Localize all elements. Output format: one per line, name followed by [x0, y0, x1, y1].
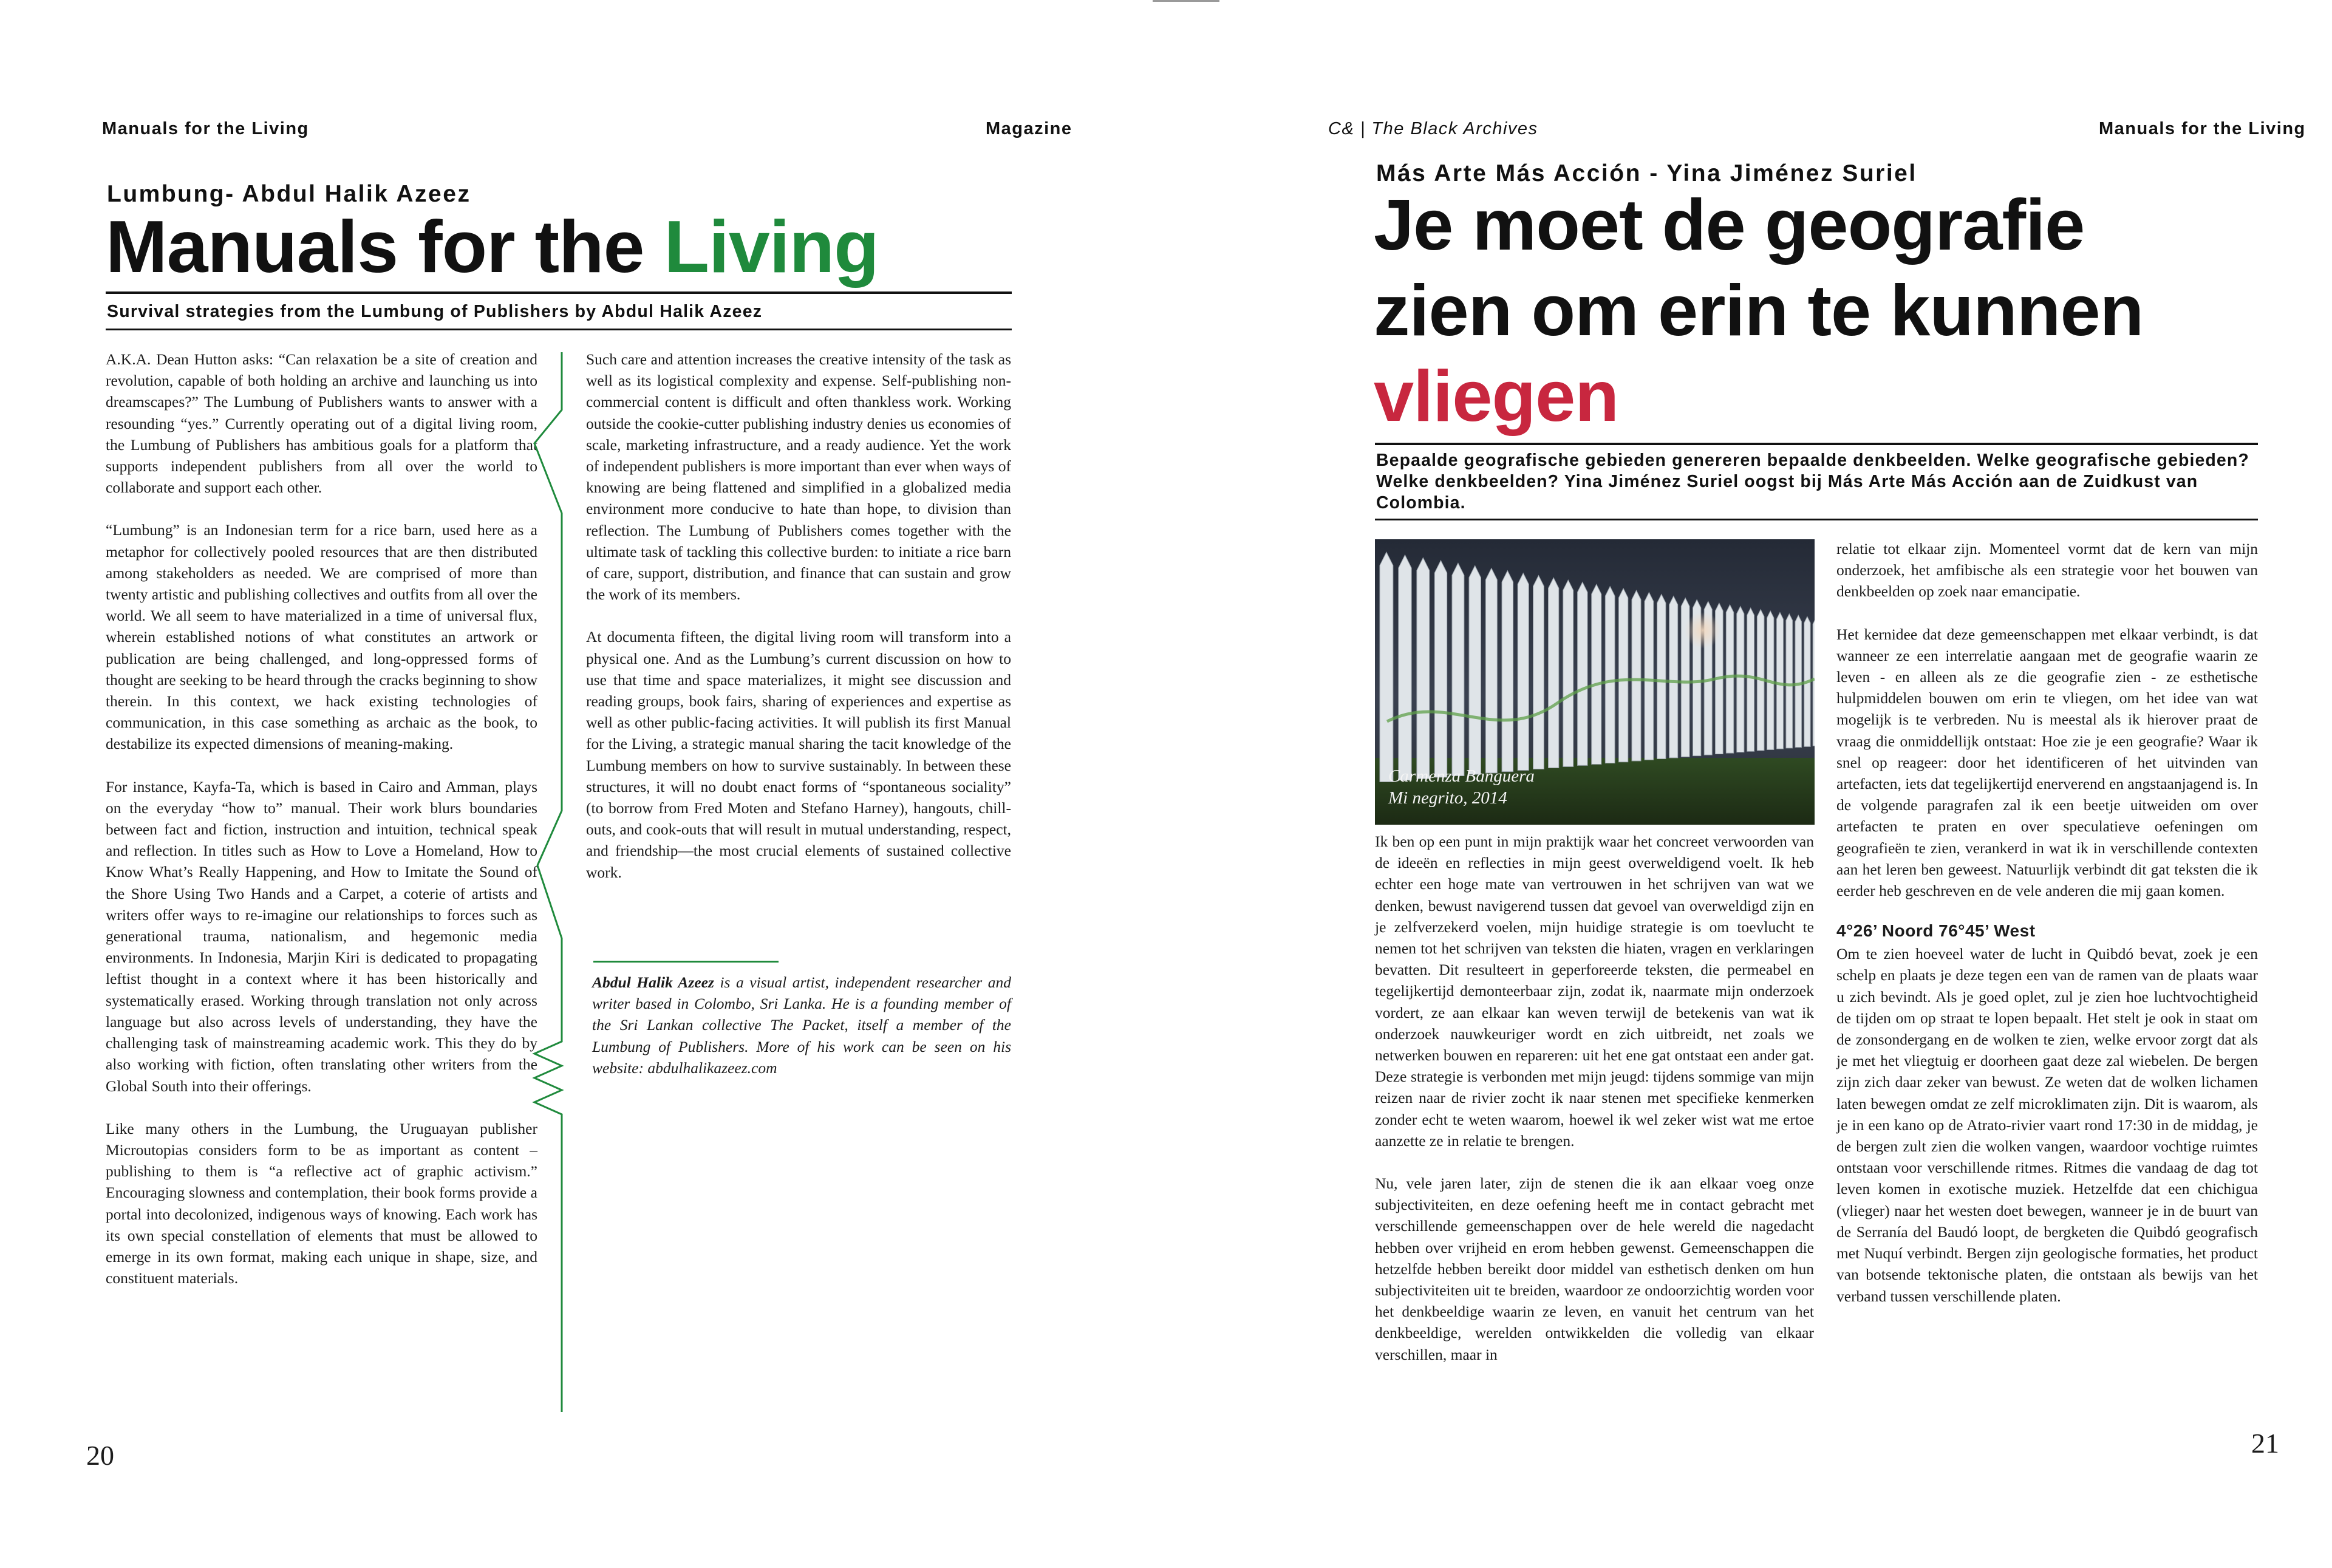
photo-caption-artist: Carmenza Banguera: [1388, 766, 1535, 786]
fence-picket: [1434, 561, 1447, 777]
fence-picket: [1518, 573, 1529, 771]
fence-picket: [1563, 580, 1573, 766]
paragraph: For instance, Kayfa-Ta, which is based in Cairo and Amman, plays on the everyday “how to” manual. Their work blurs boundaries between fact and fiction, instruction and intuition, technical speak and reflection. In titles such as How to Love a Homeland, How to Know What’s Really Happening, and How to Imitate the Sound of the Shore Using Two Hands and a Carpet, a coterie of artists and writers offer ways to re-imagine our relationships to forces such as generational trauma, nationalism, and hegemonic media environments. In Indonesia, Marjin Kiri is dedicated to propagating leftist thought in a context where it has been historically and systematically erased. Working through translation not only across language but also across levels of understanding, they have the challenging task of mainstreaming academic work. This they do by also working with fiction, often translating other writers from the Global South into their offerings.: [106, 777, 537, 1095]
fence-picket: [1657, 595, 1666, 759]
left-column-2: [586, 349, 1011, 904]
top-crop-mark: [1153, 0, 1219, 2]
fence-photo: [1375, 539, 1815, 825]
left-title: [106, 204, 879, 289]
bio-author-name: Abdul Halik Azeez: [592, 973, 714, 991]
section-heading: 4°26’ Noord 76°45’ West: [1836, 921, 2036, 941]
right-title: [1374, 182, 2143, 439]
paragraph: At documenta fifteen, the digital living room will transform into a physical one. And as the Lumbung’s current discussion on how to use that time and space materializes, it might see discussion and reading groups, book fairs, sharing of experiences and expertise as well as other public-facing activities. It will publish its first Manual for the Living, a strategic manual sharing the tacit knowledge of the Lumbung members on how to survive sustainably. In between these structures, it will no doubt enact forms of “spontaneous sociality” (to borrow from Fred Moten and Stefano Harney), hangouts, chill-outs, and cook-outs that will result in mutual understanding, respect, and friendship—the most crucial elements of sustained collective work.: [586, 628, 1011, 881]
fence-picket: [1618, 588, 1628, 762]
fence-picket: [1813, 618, 1815, 746]
paragraph: Om te zien hoeveel water de lucht in Quibdó bevat, zoek je een schelp en plaats je deze tegen een van de ramen van de plaats waar u zich bevindt. Als je goed oplet, zul je zien hoe luchtvochtigheid de tijden om op straat te lopen bepaalt. Het stelt je ook in staat om de zonsondergang en de wolken te zien, welke ervoor zorgt dat als je met het vliegtuig er doorheen gaat deze zal wiebelen. De bergen zijn zich daar zeker van bewust. Ze weten dat de wolken lichamen laten bewegen omdat ze zelf microklimaten zijn. Dit is waarom, als je in een kano op de Atrato-rivier vaart rond 17:30 in de middag, je de bergen zult zien die wolken vangen, waardoor vochtige ruimtes ontstaan voor verschillende ritmes. Ritmes die vandaag de dag tot leven komen in exotische muziek. Hetzelfde dat een chichigua (vlieger) naar het westen doet bewegen, wanneer je in de buurt van de Serranía del Baudó loopt, de bergketen die Quibdó geografisch met Nuquí verbindt. Bergen zijn geologische formaties, het product van botsende tektonische platen, die ontstaan als bewijs van het verband tussen verschillende platen.: [1836, 945, 2258, 1305]
right-standfirst-rule: [1375, 519, 2258, 520]
right-running-header: C& | The Black Archives: [1328, 119, 1538, 138]
paragraph: Such care and attention increases the creative intensity of the task as well as its logistical complexity and expense. Self-publishing non-commercial content is difficult and often thankless work. Working outside the cookie-cutter publishing industry denies us economies of scale, marketing infrastructure, and a ready audience. Yet the work of independent publishers is more important than ever when ways of knowing are being flattened and simplified in a globalized media environment more conducive to hate than hope, to division than reflection. The Lumbung of Publishers comes together with the ultimate task of tackling this collective burden: to initiate a rice barn of care, support, distribution, and finance that can sustain and grow the work of its members.: [586, 350, 1011, 604]
bio-rule: [593, 961, 779, 963]
bio-text: is a visual artist, independent researcher and writer based in Colombo, Sri Lanka. He is a founding member of the Sri Lankan collective The Packet, itself a member of the Lumbung of Publishers. More of his work can be seen on his website: abdulhalikazeez.com: [592, 973, 1012, 1077]
left-running-header: Manuals for the Living: [102, 119, 309, 138]
fence-picket: [1795, 615, 1802, 748]
right-standfirst: Bepaalde geografische gebieden genereren bepaalde denkbeelden. Welke geografische gebieden? Welke denkbeelden? Yina Jiménez Suriel oogst bij Más Arte Más Acción aan de Zuidkust van Colombia.: [1376, 451, 2249, 513]
fence-picket: [1578, 582, 1587, 766]
fence-picket: [1737, 607, 1744, 752]
fence-picket: [1533, 576, 1544, 769]
zigzag-column-divider: [510, 352, 583, 1412]
paragraph: A.K.A. Dean Hutton asks: “Can relaxation be a site of creation and revolution, capable of both holding an archive and launching us into dreamscapes?” The Lumbung of Publishers wants to answer with a resounding “yes.” Currently operating out of a digital living room, the Lumbung of Publishers has ambitious goals for a platform that supports independent publishers from all over the world to collaborate and support each other.: [106, 350, 537, 497]
right-title-rule: [1375, 443, 2258, 445]
right-page-number: 21: [2251, 1428, 2279, 1459]
left-subtitle-rule: [106, 329, 1012, 330]
fence-picket: [1485, 568, 1497, 773]
left-subtitle: Survival strategies from the Lumbung of Publishers by Abdul Halik Azeez: [107, 302, 763, 321]
left-title-accent: Living: [664, 205, 879, 288]
paragraph: Ik ben op een punt in mijn praktijk waar het concreet verwoorden van de ideeën en reflecties in mijn geest overweldigend voelt. Ik heb echter een hoge mate van vertrouwen in het schrijven van wat we denken, bewust navigerend tussen dat gevoel van overweldigd zijn en je zelfverzekerd voelen, mijn huidige strategie is om toevlucht te nemen tot het schrijven van teksten die hiaten, vragen en verklaringen bevatten. Dit resulteert in geperforeerde teksten, die permeabel en tegelijkertijd demonteerbaar zijn, zodat ik, naarmate mijn onderzoek vordert, ze aan elkaar kan weven terwijl de betekenis van wat ik onderzoek nauwkeuriger wordt en zich uitbreidt, net zoals we netwerken bouwen en repareren: uit het ene gat ontstaat een ander gat. Deze strategie is verbonden met mijn jeugd: tijdens sommige van mijn reizen naar de rivier zocht ik naar stenen met specifieke kenmerken zonder echt te weten waarom, hoewel ik wel zeker wist wat me ertoe aanzette ze in relatie te brengen.: [1375, 833, 1814, 1150]
fence-picket: [1786, 614, 1793, 748]
fence-picket: [1452, 563, 1464, 775]
left-title-main: Manuals for the: [106, 205, 664, 288]
paragraph: Nu, vele jaren later, zijn de stenen die ik aan elkaar voeg onze subjectiviteiten, en deze oefening heeft me in contact gebracht met verschillende gemeenschappen over de hele wereld die nagedacht hebben over vrijheid en erom hebben gewenst. Gemeenschappen die hetzelfde hebben bereikt door middel van esthetisch denken om hun subjectiviteiten uit te breiden, waardoor ze ondoorzichtig worden voor het denkbeeldige waarin ze leven, en vanuit het centrum van het denkbeeldige, werelden ontwikkelden die volledig van elkaar verschillen, maar in: [1375, 1174, 1814, 1363]
right-title-accent: vliegen: [1374, 356, 1619, 437]
paragraph: “Lumbung” is an Indonesian term for a rice barn, used here as a metaphor for collectively pooled resources that are then distributed among stakeholders as needed. We are comprised of more than twenty artistic and publishing collectives and outfits from all over the world. We all seem to have materialized in a time of universal flux, wherein established notions of what constitutes an artwork or publication are being challenged, and long-oppressed forms of thought are seeking to be heard through the cracks beginning to show therein. In this context, we hack existing technologies of communication, in this case something as archaic as the book, to destabilize its expected dimensions of meaning-making.: [106, 521, 537, 753]
right-column-1: [1375, 831, 1814, 1386]
fence-picket: [1380, 552, 1393, 782]
fence-picket: [1502, 571, 1513, 772]
right-kicker: Más Arte Más Acción - Yina Jiménez Suriel: [1376, 160, 1917, 186]
right-section-label: Manuals for the Living: [2099, 119, 2306, 138]
right-column-2: [1836, 538, 2258, 1328]
author-bio: [592, 972, 1011, 1079]
left-title-rule: [106, 291, 1012, 294]
fence-picket: [1549, 578, 1559, 768]
right-title-line-1: Je moet de geografie: [1374, 185, 2085, 265]
fence-picket: [1592, 584, 1601, 764]
paragraph: relatie tot elkaar zijn. Momenteel vormt dat de kern van mijn onderzoek, het amfibische als een strategie voor het bouwen van denkbeelden op zoek naar emancipatie.: [1836, 540, 2258, 601]
left-kicker: Lumbung- Abdul Halik Azeez: [107, 181, 471, 207]
fence-picket: [1726, 605, 1733, 753]
fence-picket: [1645, 592, 1654, 760]
left-column-1: [106, 349, 537, 1310]
left-page-number: 20: [86, 1440, 114, 1471]
fence-picket: [1669, 596, 1678, 758]
fence-picket: [1776, 612, 1783, 749]
fence-picket: [1417, 557, 1430, 779]
left-section-label: Magazine: [986, 119, 1072, 138]
fence-picket: [1747, 608, 1754, 751]
fence-picket: [1632, 590, 1641, 761]
photo-caption-title: Mi negrito, 2014: [1388, 788, 1507, 808]
paragraph: Like many others in the Lumbung, the Uruguayan publisher Microutopias considers form to be as important as content – publishing to them is “a reflective act of graphic activism.” Encouraging slowness and contemplation, their book forms provide a portal into decolonized, indigenous ways of knowing. Each work has its own special constellation of elements that must be allowed to emerge in its own format, making each unique in shape, size, and constituent materials.: [106, 1119, 537, 1287]
paragraph: Het kernidee dat deze gemeenschappen met elkaar verbindt, is dat wanneer ze een interrelatie aangaan met de geografie waarin ze leven - en alleen als ze die geografie zien - ze esthetische hulpmiddelen bouwen om erin te vliegen, om het idee van wat mogelijk is te verbreden. Nu is meestal als ik hierover praat de vraag die onmiddellijk ontstaat: Hoe zie je een geografie? Waar ik snel op reageer: door het identificeren of het uitvinden van artefacten, iets dat tegelijkertijd enerverend en angstaanjagend is. In de volgende paragrafen zal ik een beetje uitweiden om over artefacten te praten en over speculatieve oefeningen om geografieën te zien, verankerd in wat ik in verschillende contexten aan het leren ben geweest. Natuurlijk verbindt dit gat teksten die ik eerder heb geschreven en de vele anderen die mij gaan komen.: [1836, 625, 2258, 900]
fence-picket: [1399, 555, 1411, 780]
fence-picket: [1605, 587, 1615, 763]
right-title-line-2: zien om erin te kunnen: [1374, 270, 2144, 351]
fence-picket: [1469, 566, 1481, 775]
